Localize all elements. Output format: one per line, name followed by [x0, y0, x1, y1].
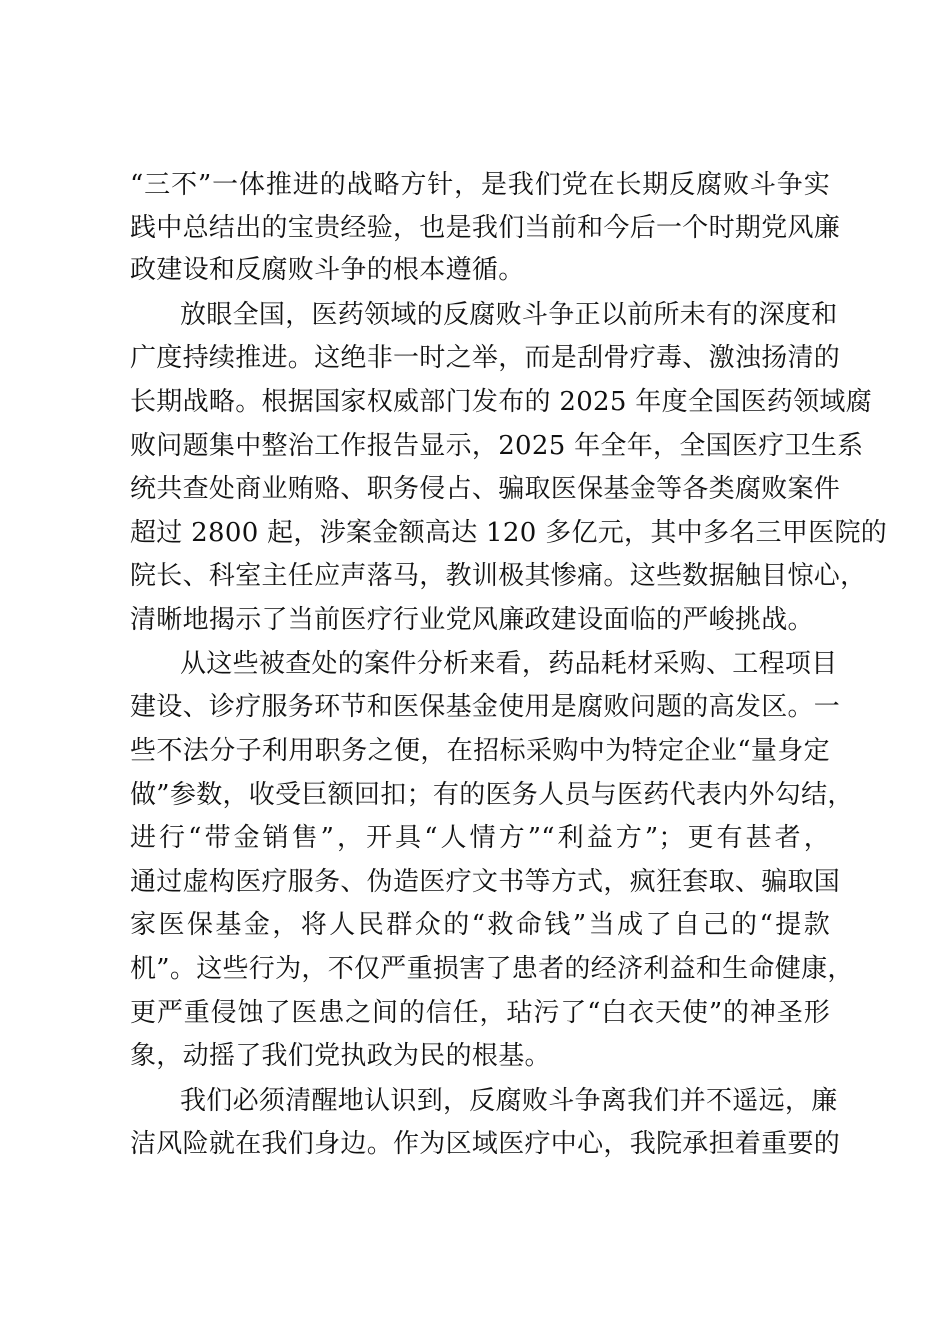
- text-line: 院长、科室主任应声落马，教训极其惨痛。这些数据触目惊心，: [130, 561, 867, 591]
- text-line: 清晰地揭示了当前医疗行业党风廉政建设面临的严峻挑战。: [130, 605, 814, 635]
- text-line: 些不法分子利用职务之便，在招标采购中为特定企业“量身定: [130, 736, 830, 766]
- text-line: 通过虚构医疗服务、伪造医疗文书等方式，疯狂套取、骗取国: [130, 867, 841, 897]
- text-line: 长期战略。根据国家权威部门发布的 2025 年度全国医药领域腐: [130, 387, 872, 417]
- text-line: 统共查处商业贿赂、职务侵占、骗取医保基金等各类腐败案件: [130, 474, 841, 504]
- text-line: 更严重侵蚀了医患之间的信任，玷污了“白衣天使”的神圣形: [130, 998, 830, 1028]
- text-line: 进行“带金销售”，开具“人情方”“利益方”；更有甚者，: [130, 823, 830, 853]
- text-line: 家医保基金，将人民群众的“救命钱”当成了自己的“提款: [130, 910, 830, 940]
- text-line: 做”参数，收受巨额回扣；有的医务人员与医药代表内外勾结，: [130, 780, 854, 810]
- text-line: “三不”一体推进的战略方针，是我们党在长期反腐败斗争实: [130, 170, 830, 200]
- text-line: 败问题集中整治工作报告显示，2025 年全年，全国医疗卫生系: [130, 431, 864, 461]
- text-line: 践中总结出的宝贵经验，也是我们当前和今后一个时期党风廉: [130, 213, 841, 243]
- text-line: 政建设和反腐败斗争的根本遵循。: [130, 255, 525, 285]
- text-line: 洁风险就在我们身边。作为区域医疗中心，我院承担着重要的: [130, 1129, 841, 1159]
- text-line: 建设、诊疗服务环节和医保基金使用是腐败问题的高发区。一: [130, 692, 841, 722]
- text-line: 机”。这些行为，不仅严重损害了患者的经济利益和生命健康，: [130, 954, 854, 984]
- text-line: 象，动摇了我们党执政为民的根基。: [130, 1041, 551, 1071]
- text-line: 超过 2800 起，涉案金额高达 120 多亿元，其中多名三甲医院的: [130, 518, 888, 548]
- paragraph-first-line: 放眼全国，医药领域的反腐败斗争正以前所未有的深度和: [180, 300, 838, 330]
- text-line: 广度持续推进。这绝非一时之举，而是刮骨疗毒、激浊扬清的: [130, 343, 841, 373]
- paragraph-first-line: 从这些被查处的案件分析来看，药品耗材采购、工程项目: [180, 649, 838, 679]
- paragraph-first-line: 我们必须清醒地认识到，反腐败斗争离我们并不遥远，廉: [180, 1086, 838, 1116]
